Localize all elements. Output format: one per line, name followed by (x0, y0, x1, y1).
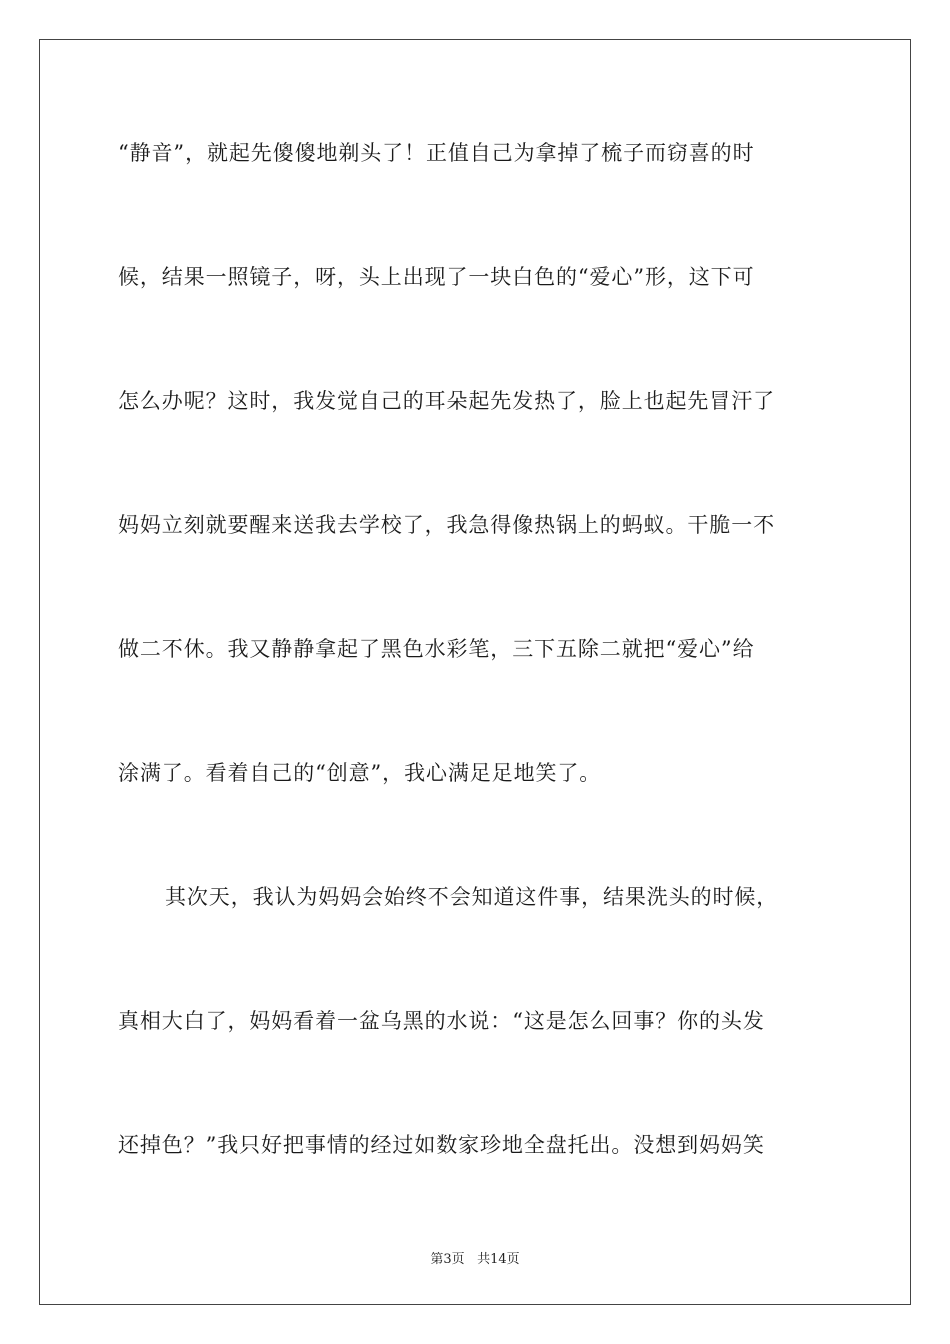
page-footer (0, 1248, 950, 1267)
text-line-7-paragraph-start: 其次天，我认为妈妈会始终不会知道这件事，结果洗头的时候， (165, 885, 779, 909)
page-border (39, 39, 911, 1305)
text-line-5: 做二不休。我又静静拿起了黑色水彩笔，三下五除二就把“爱心”给 (118, 637, 755, 661)
page-total: 共14页 (477, 1252, 520, 1267)
text-line-3: 怎么办呢？这时，我发觉自己的耳朵起先发热了，脸上也起先冒汗了 (118, 389, 775, 413)
text-line-4: 妈妈立刻就要醒来送我去学校了，我急得像热锅上的蚂蚁。干脆一不 (118, 513, 775, 537)
page-number: 第3页 (430, 1252, 465, 1267)
text-line-6: 涂满了。看着自己的“创意”，我心满足足地笑了。 (118, 761, 602, 785)
text-line-1: “静音”，就起先傻傻地剃头了！正值自己为拿掉了梳子而窃喜的时 (118, 141, 755, 165)
text-line-8: 真相大白了，妈妈看着一盆乌黑的水说：“这是怎么回事？你的头发 (118, 1009, 765, 1033)
text-line-2: 候，结果一照镜子，呀，头上出现了一块白色的“爱心”形，这下可 (118, 265, 755, 289)
text-line-9: 还掉色？”我只好把事情的经过如数家珍地全盘托出。没想到妈妈笑 (118, 1133, 765, 1157)
